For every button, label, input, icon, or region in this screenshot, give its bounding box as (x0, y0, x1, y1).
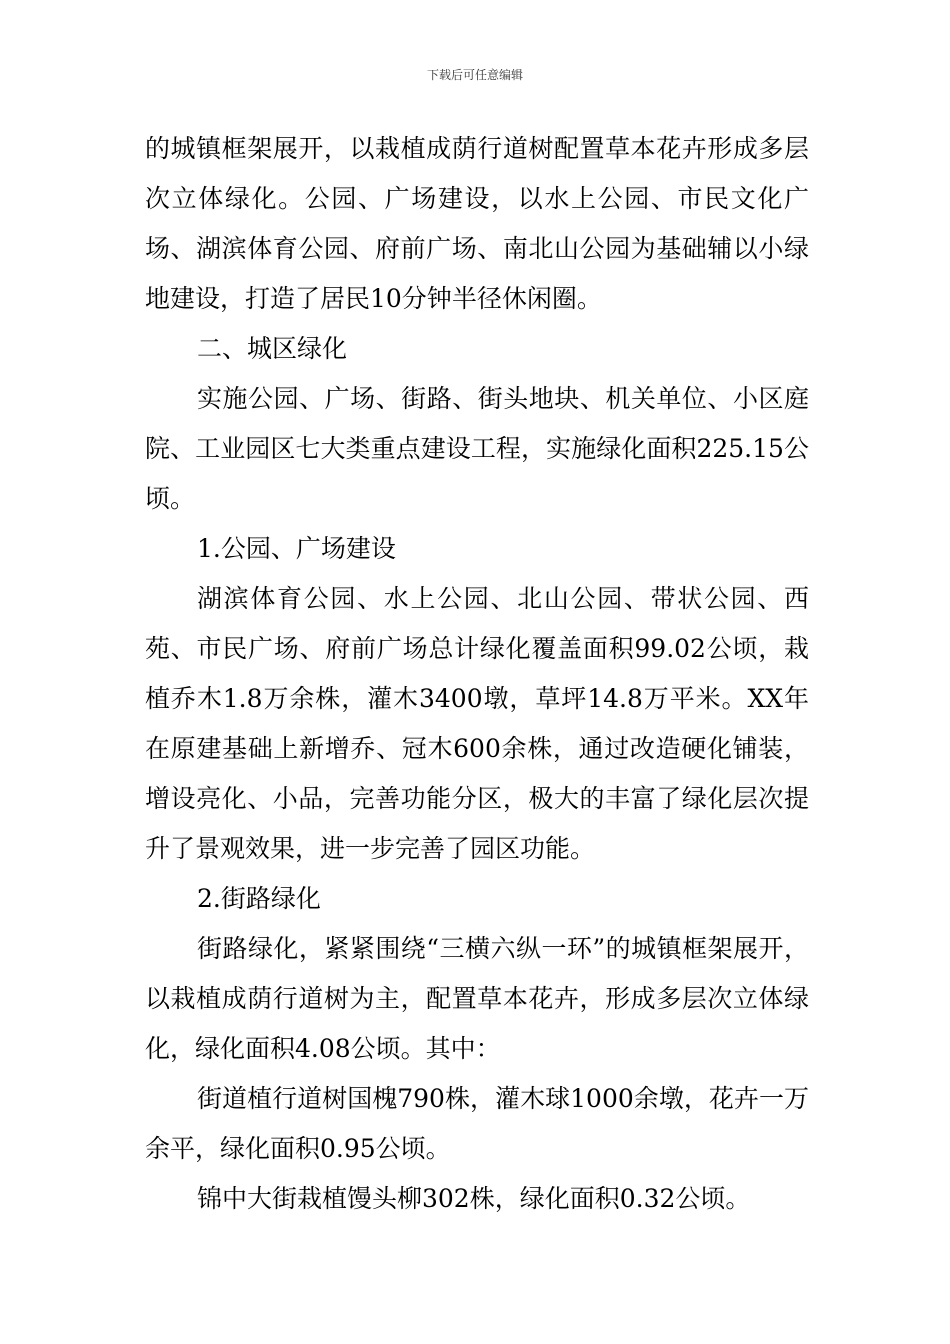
body-text (145, 124, 809, 1224)
section-heading: 二、城区绿化 (197, 334, 348, 363)
paragraph: 实施公园、广场、街路、街头地块、机关单位、小区庭院、工业园区七大类重点建设工程，实施绿化面积225.15公顷。 (145, 384, 809, 513)
subsection-heading: 1.公园、广场建设 (197, 534, 396, 563)
paragraph: 街道植行道树国槐790株，灌木球1000余墩，花卉一万余平，绿化面积0.95公顷。 (145, 1084, 809, 1163)
paragraph: 湖滨体育公园、水上公园、北山公园、带状公园、西苑、市民广场、府前广场总计绿化覆盖面积99.02公顷，栽植乔木1.8万余株，灌木3400墩，草坪14.8万平米。XX年在原建基础上新增乔、冠木600余株，通过改造硬化铺装，增设亮化、小品，完善功能分区，极大的丰富了绿化层次提升了景观效果，进一步完善了园区功能。 (145, 584, 809, 863)
paragraph: 的城镇框架展开，以栽植成荫行道树配置草本花卉形成多层次立体绿化。公园、广场建设，以水上公园、市民文化广场、湖滨体育公园、府前广场、南北山公园为基础辅以小绿地建设，打造了居民10分钟半径休闲圈。 (145, 134, 809, 313)
paragraph: 锦中大街栽植馒头柳302株，绿化面积0.32公顷。 (197, 1184, 751, 1213)
paragraph: 街路绿化，紧紧围绕“三横六纵一环”的城镇框架展开，以栽植成荫行道树为主，配置草本花卉，形成多层次立体绿化，绿化面积4.08公顷。其中： (145, 934, 809, 1063)
subsection-heading: 2.街路绿化 (197, 884, 321, 913)
page-header-note: 下载后可任意编辑 (426, 68, 523, 82)
